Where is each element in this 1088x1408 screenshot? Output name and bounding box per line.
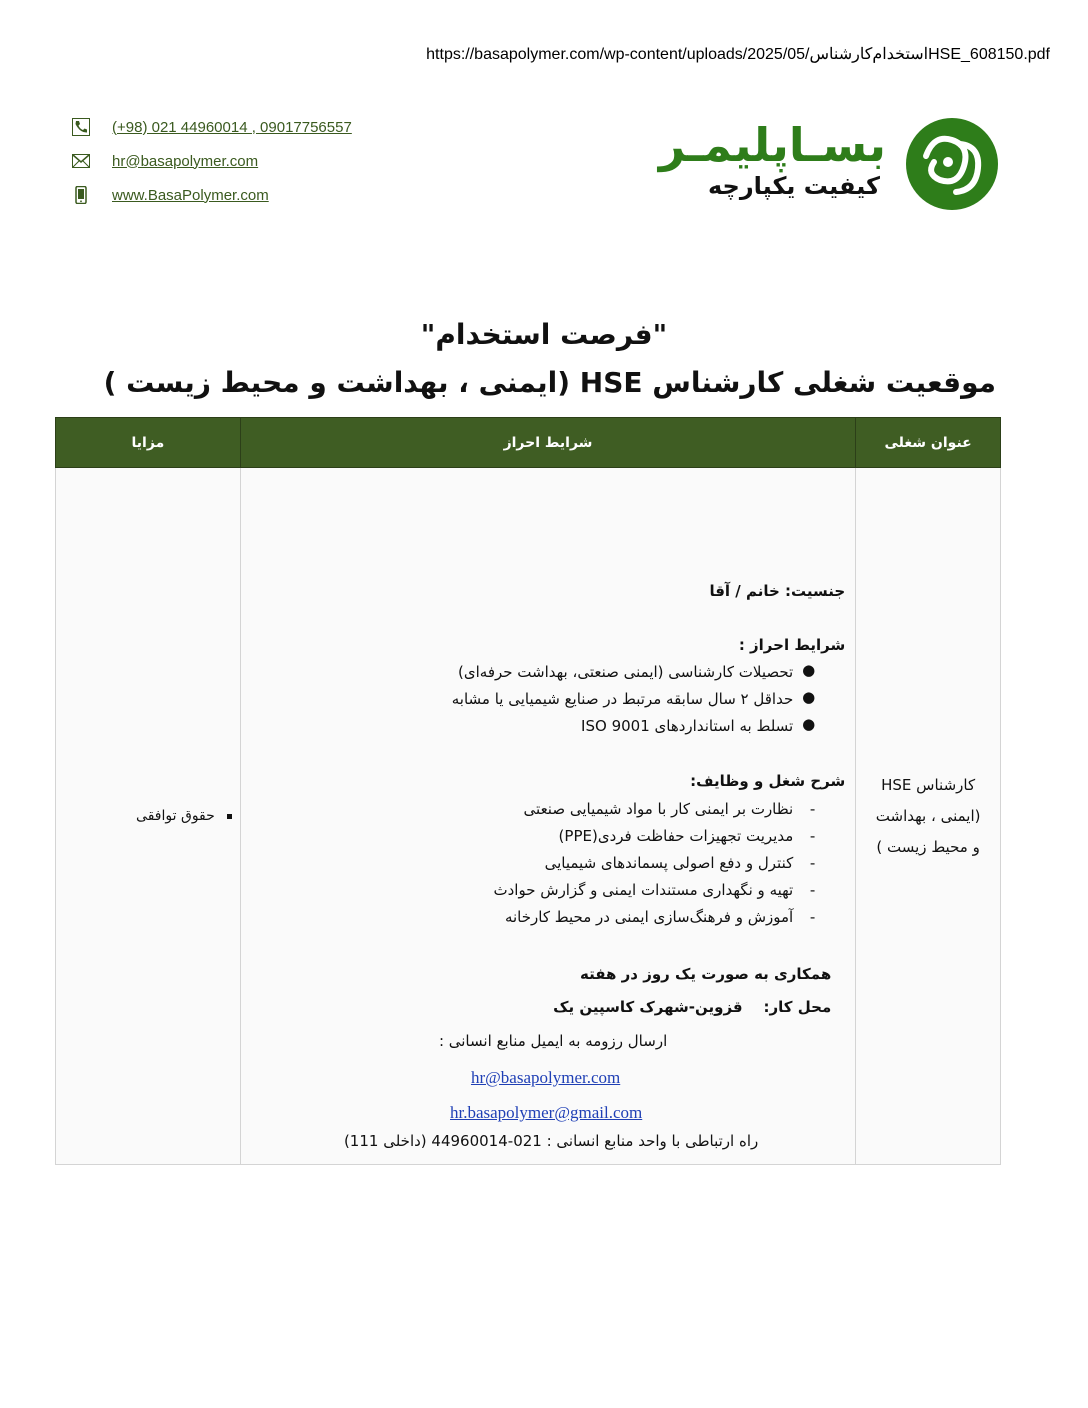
list-item — [494, 881, 794, 899]
mobile-icon — [72, 186, 90, 204]
job-title-line: کارشناس HSE — [881, 775, 976, 794]
location-line — [553, 998, 831, 1016]
dash-icon: - — [809, 854, 816, 872]
list-item — [458, 663, 793, 681]
gender-line: جنسیت: خانم / آقا — [709, 582, 846, 600]
phone-link[interactable]: (+98) 021 44960014 , 09017756557 — [112, 118, 352, 136]
contact-block — [72, 110, 352, 212]
job-title-cell — [856, 468, 1001, 1165]
source-url: https://basapolymer.com/wp-content/uploads/2025/05/استخدام‌کارشناسHSE_608150.pdf — [426, 46, 1050, 63]
hr-email-link[interactable]: hr@basapolymer.com — [470, 1068, 621, 1087]
bullet-icon: ● — [802, 688, 816, 706]
duty-text: مدیریت تجهیزات حفاظت فردی(PPE) — [558, 827, 794, 845]
location-value: قزوین-شهرک کاسپین یک — [553, 998, 743, 1016]
bullet-icon: ● — [802, 661, 816, 679]
page-subtitle: موقعیت شغلی کارشناس HSE (ایمنی ، بهداشت و محیط زیست ) — [103, 366, 996, 399]
dash-icon: - — [809, 908, 816, 926]
dash-icon: - — [809, 800, 816, 818]
list-item — [581, 717, 793, 735]
duty-text: تهیه و نگهداری مستندات ایمنی و گزارش حوادث — [493, 881, 794, 899]
header-job-title: عنوان شغلی — [856, 418, 1001, 468]
square-bullet-icon — [227, 814, 232, 819]
logo-tagline: کیفیت یکپارچه — [707, 172, 880, 200]
header-benefits: مزایا — [56, 418, 241, 468]
mail-icon — [72, 152, 90, 170]
header-requirements: شرایط احراز — [240, 418, 855, 468]
table-header-row — [56, 418, 1001, 468]
requirements-heading: شرایط احراز : — [738, 636, 846, 654]
job-title-line: و محیط زیست ) — [876, 837, 980, 856]
phone-icon — [72, 118, 90, 136]
hr-gmail-link[interactable]: hr.basapolymer@gmail.com — [450, 1103, 643, 1122]
company-logo — [632, 112, 1004, 216]
job-table — [55, 417, 1001, 1165]
logo-emblem-icon — [904, 116, 1000, 212]
list-item — [452, 690, 793, 708]
duty-text: نظارت بر ایمنی کار با مواد شیمیایی صنعتی — [523, 800, 794, 818]
location-label: محل کار: — [763, 998, 832, 1016]
requirement-text: تسلط به استانداردهای ISO 9001 — [581, 717, 794, 735]
requirement-text: تحصیلات کارشناسی (ایمنی صنعتی، بهداشت حرفه‌ای) — [458, 663, 794, 681]
list-item — [545, 854, 794, 872]
table-row — [56, 468, 1001, 1165]
logo-wordmark: بسـاپلیمـر — [658, 118, 886, 172]
contact-email-row — [72, 144, 352, 178]
page-title: "فرصت استخدام" — [420, 318, 668, 351]
requirements-cell — [240, 468, 855, 1165]
list-item — [505, 908, 793, 926]
dash-icon: - — [809, 827, 816, 845]
job-title-line: (ایمنی ، بهداشت — [875, 806, 981, 825]
list-item — [524, 800, 794, 818]
contact-website-row — [72, 178, 352, 212]
requirement-text: حداقل ۲ سال سابقه مرتبط در صنایع شیمیایی یا مشابه — [451, 690, 794, 708]
resume-note: ارسال رزومه به ایمیل منابع انسانی : — [438, 1032, 668, 1050]
contact-phone-row — [72, 110, 352, 144]
duties-heading: شرح شغل و وظایف: — [690, 772, 846, 790]
schedule-line: همکاری به صورت یک روز در هفته — [580, 965, 832, 983]
benefit-text: حقوق توافقی — [136, 808, 215, 824]
bullet-icon: ● — [802, 715, 816, 733]
list-item — [56, 808, 240, 824]
email-link[interactable]: hr@basapolymer.com — [112, 152, 259, 170]
duty-text: آموزش و فرهنگ‌سازی ایمنی در محیط کارخانه — [504, 908, 794, 926]
benefits-cell — [56, 468, 241, 1165]
list-item — [559, 827, 794, 845]
dash-icon: - — [809, 881, 816, 899]
duty-text: کنترل و دفع اصولی پسماندهای شیمیایی — [544, 854, 794, 872]
website-link[interactable]: www.BasaPolymer.com — [112, 186, 269, 204]
hr-contact-line: راه ارتباطی با واحد منابع انسانی : 021-44960014 (داخلی 111) — [343, 1132, 759, 1150]
